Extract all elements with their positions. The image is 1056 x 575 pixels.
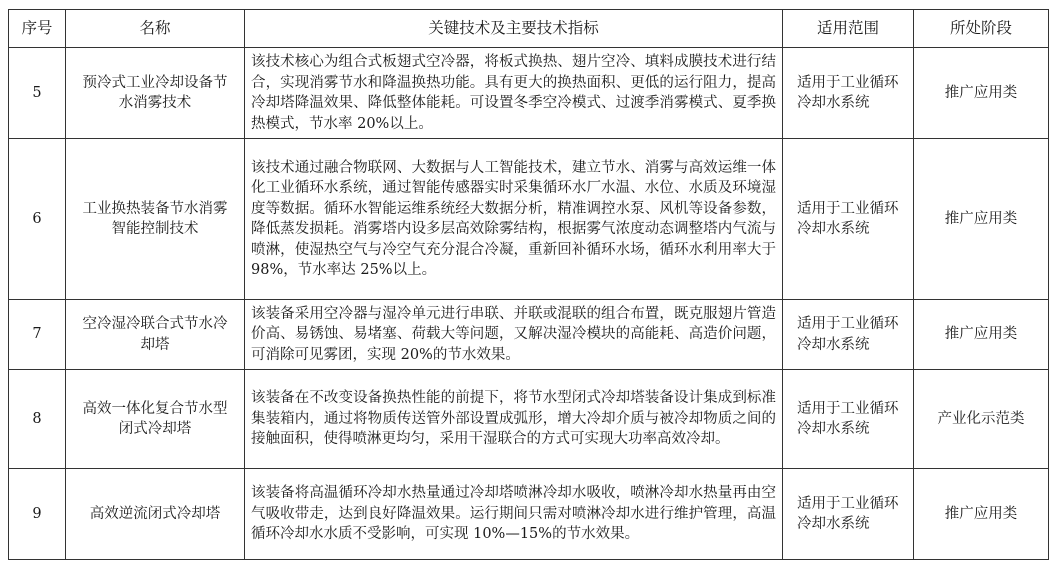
header-num: 序号: [9, 10, 66, 48]
row-num: 7: [9, 300, 66, 370]
table-row: [9, 300, 1049, 370]
row-name: 高效一体化复合节水型闭式冷却塔: [66, 370, 245, 469]
row-name: 工业换热装备节水消雾智能控制技术: [66, 139, 245, 300]
row-scope: 适用于工业循环冷却水系统: [783, 370, 914, 469]
header-desc: 关键技术及主要技术指标: [245, 10, 783, 48]
table-row: [9, 48, 1049, 139]
row-num: 8: [9, 370, 66, 469]
row-name: 空冷湿冷联合式节水冷却塔: [66, 300, 245, 370]
row-scope: 适用于工业循环冷却水系统: [783, 300, 914, 370]
row-stage: 推广应用类: [914, 300, 1049, 370]
row-num: 5: [9, 48, 66, 139]
row-stage: 推广应用类: [914, 139, 1049, 300]
header-stage: 所处阶段: [914, 10, 1049, 48]
header-name: 名称: [66, 10, 245, 48]
row-stage: 推广应用类: [914, 469, 1049, 560]
row-scope: 适用于工业循环冷却水系统: [783, 469, 914, 560]
row-description: 该技术通过融合物联网、大数据与人工智能技术，建立节水、消雾与高效运维一体化工业循环水系统，通过智能传感器实时采集循环水厂水温、水位、水质及环境湿度等数据。循环水智能运维系统经大数据分析，精准调控水泵、风机等设备参数，降低蒸发损耗。消雾塔内设多层高效除雾结构，根据雾气浓度动态调整塔内气流与喷淋，使湿热空气与冷空气充分混合冷凝，重新回补循环水场，循环水利用率大于 98%，节水率达 25%以上。: [245, 139, 783, 300]
row-num: 6: [9, 139, 66, 300]
row-description: 该装备采用空冷器与湿冷单元进行串联、并联或混联的组合布置，既克服翅片管造价高、易锈蚀、易堵塞、荷载大等问题，又解决湿冷模块的高能耗、高造价问题，可消除可见雾团，实现 20%的节水效果。: [245, 300, 783, 370]
row-stage: 产业化示范类: [914, 370, 1049, 469]
table-header-row: [9, 10, 1049, 48]
row-description: 该装备在不改变设备换热性能的前提下，将节水型闭式冷却塔装备设计集成到标准集装箱内，通过将物质传送管外部设置成弧形，增大冷却介质与被冷却物质之间的接触面积，使得喷淋更均匀，采用干湿联合的方式可实现大功率高效冷却。: [245, 370, 783, 469]
technology-table: [8, 9, 1049, 560]
row-description: 该技术核心为组合式板翅式空冷器，将板式换热、翅片空冷、填料成膜技术进行结合，实现消雾节水和降温换热功能。具有更大的换热面积、更低的运行阻力，提高冷却塔降温效果、降低整体能耗。可设置冬季空冷模式、过渡季消雾模式、夏季换热模式，节水率 20%以上。: [245, 48, 783, 139]
row-scope: 适用于工业循环冷却水系统: [783, 139, 914, 300]
row-num: 9: [9, 469, 66, 560]
row-description: 该装备将高温循环冷却水热量通过冷却塔喷淋冷却水吸收，喷淋冷却水热量再由空气吸收带走，达到良好降温效果。运行期间只需对喷淋冷却水进行维护管理，高温循环冷却水水质不受影响，可实现 10%—15%的节水效果。: [245, 469, 783, 560]
technology-table-container: [8, 9, 1048, 560]
header-scope: 适用范围: [783, 10, 914, 48]
row-name: 高效逆流闭式冷却塔: [66, 469, 245, 560]
row-name: 预冷式工业冷却设备节水消雾技术: [66, 48, 245, 139]
row-scope: 适用于工业循环冷却水系统: [783, 48, 914, 139]
row-stage: 推广应用类: [914, 48, 1049, 139]
table-row: [9, 370, 1049, 469]
table-row: [9, 139, 1049, 300]
table-row: [9, 469, 1049, 560]
